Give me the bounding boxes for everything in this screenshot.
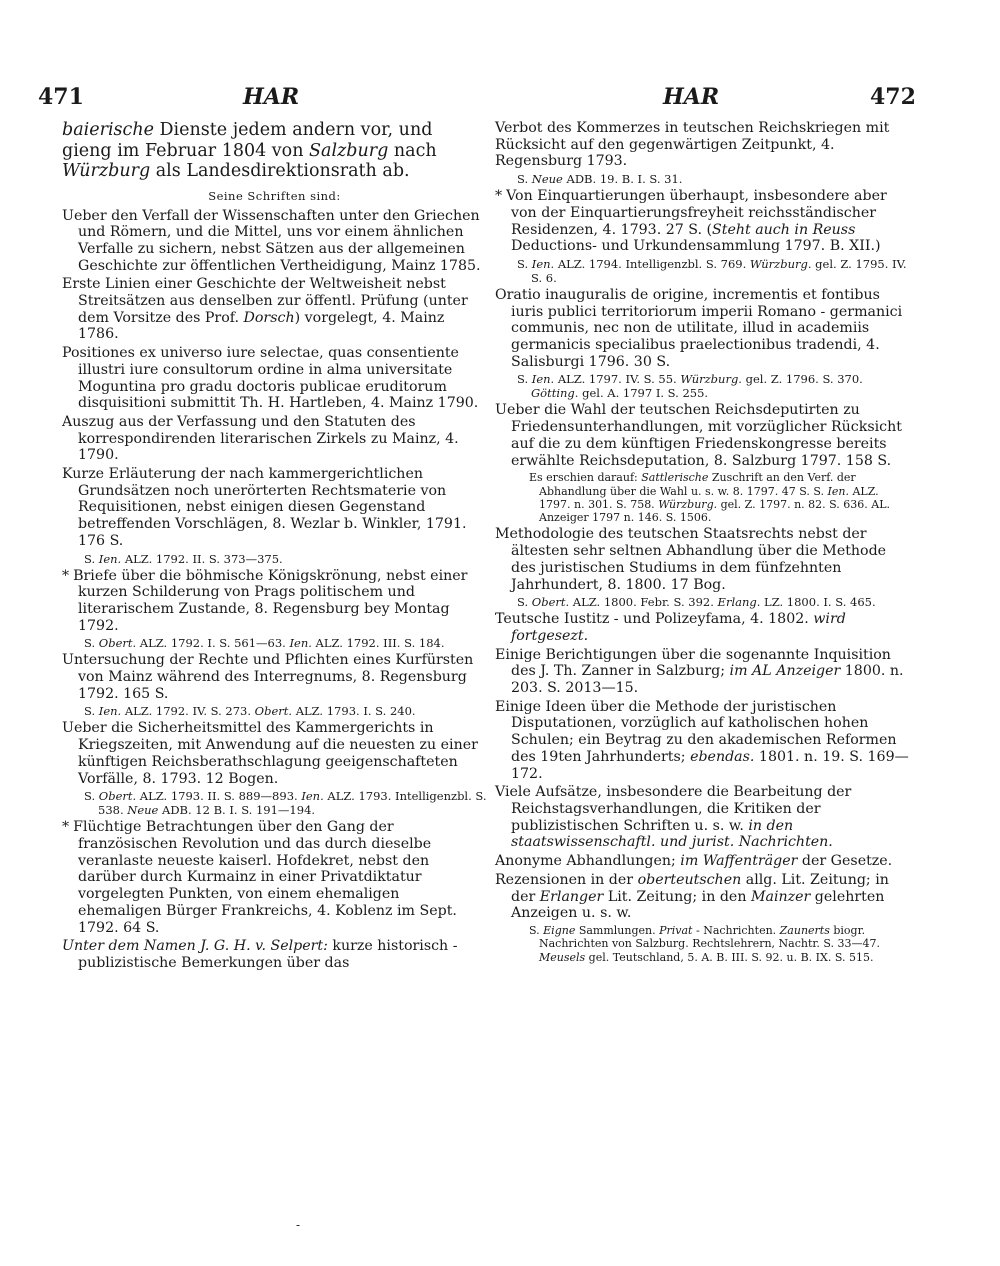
text-run: LZ. 1800. I. S. 465. <box>760 595 876 610</box>
review-note <box>495 924 910 964</box>
text-run: Erlang. <box>717 595 761 610</box>
text-run: ALZ. 1792. III. S. 184. <box>311 636 445 651</box>
bibliography-entry <box>62 345 487 412</box>
text-run: Kurze Erläuterung der nach kammergerichtlichen Grundsätzen noch unerörterten Rechtsmaterie von Requisitionen, nebst einigen diesen Gegenstand betreffenden Vorschlägen, 8. Wezlar b. Winkler, 1791. 176 S. <box>62 466 467 549</box>
text-run: Briefe über die böhmische Königskrönung, nebst einer kurzen Schilderung von Prags politischem und literarischem Zustande, 8. Regensburg bey Montag 1792. <box>73 567 468 634</box>
bibliography-entry <box>495 853 910 870</box>
page-header <box>0 84 1000 114</box>
bibliography-entry <box>62 652 487 702</box>
review-citation <box>495 257 910 285</box>
text-run: Steht auch in Reuss <box>712 221 856 238</box>
text-run: Flüchtige Betrachtungen über den Gang der französischen Revolution und das durch dieselbe veranlaste neueste kaiserl. Hofdekret, nebst den darüber durch Kurmainz in einer Privatdiktatur vorgelegten Punkten, von einem ehemaligen ehemaligen Bürger Frankreichs, 4. Koblenz im Sept. 1792. 64 S. <box>73 819 457 936</box>
text-run: gel. Z. 1795. IV. S. 6. <box>531 256 907 285</box>
text-run: Meusels <box>539 950 586 964</box>
review-citation <box>62 704 487 718</box>
text-run: Ien. <box>531 372 555 387</box>
right-column <box>495 120 910 966</box>
text-run: ebendas. <box>690 748 755 765</box>
text-run: Würzburg. <box>680 372 742 387</box>
text-run: Erste Linien einer Geschichte der Weltweisheit nebst Streitsätzen aus denselben zur öffentl. Prüfung (unter dem Vorsitze des Prof. <box>62 276 468 326</box>
text-run: Ien. <box>289 636 312 651</box>
text-run: Ien. <box>301 789 324 804</box>
footer-mark: - <box>296 1218 301 1232</box>
text-run: Anonyme Abhandlungen; <box>495 853 681 870</box>
bibliography-entry <box>495 402 910 469</box>
review-citation <box>495 172 910 186</box>
bibliography-entry-continued <box>495 120 910 170</box>
bibliography-entry-starred <box>495 188 910 255</box>
text-run: gel. Teutschland, 5. A. B. III. S. 92. u. B. IX. S. 515. <box>585 950 874 964</box>
text-run: als Landesdirektionsrath ab. <box>150 161 410 181</box>
text-run: Viele Aufsätze, insbesondere die Bearbeitung der Reichstagsverhandlungen, die Kritiken der publizistischen Schriften u. s. w. <box>495 784 852 834</box>
review-citation <box>62 789 487 817</box>
text-run: ALZ. 1792. IV. S. 273. <box>121 704 255 719</box>
text-run: Obert. <box>254 704 293 719</box>
text-run: Würzburg <box>62 161 151 181</box>
text-run: ALZ. 1792. I. S. 561—63. <box>136 636 290 651</box>
running-head-left: HAR <box>243 84 300 110</box>
text-run: Deductions- und Urkundensammlung 1797. B. XII.) <box>511 238 881 255</box>
text-run: ALZ. 1793. Intelligenzbl. S. 538. <box>98 789 487 818</box>
bibliography-entry <box>62 466 487 550</box>
text-run: Eigne <box>543 923 576 937</box>
review-citation <box>62 552 487 566</box>
text-run: Ueber die Wahl der teutschen Reichsdeputirten zu Friedensunterhandlungen, mit vorzüglicher Rücksicht auf die zu dem künftigen Friedenskongresse bereits erwählte Reichsdeputation, 8. Salzburg 1797. 158 S. <box>495 402 902 469</box>
text-run: Oratio inauguralis de origine, incrementis et fontibus iuris publici territoriorum imperii Romano - germanici communis, nec non de utilitate, illud in academiis germanicis specialibus praelectionibus tradendi, 4. Salisburgi 1796. 30 S. <box>495 286 903 370</box>
text-run: Positiones ex universo iure selectae, quas consentiente illustri iure consultorum ordine in alma universitate Moguntina pro gradu doctoris publicae eruditorum disquisitioni submittit Th. H. Hartleben, 4. Mainz 1790. <box>62 345 479 412</box>
works-subheading: Seine Schriften sind: <box>208 188 341 203</box>
text-run: ADB. 19. B. I. S. 31. <box>562 172 683 187</box>
right-bibliography-list <box>495 120 910 964</box>
text-run: gel. A. 1797 I. S. 255. <box>578 386 709 401</box>
bibliography-entry <box>62 720 487 787</box>
text-run: Obert. <box>98 636 137 651</box>
bibliography-entry-starred <box>62 568 487 635</box>
text-run: biogr. Nachrichten von Salzburg. Rechtslehrern, Nachtr. S. 33—47. <box>539 923 881 951</box>
text-run: Von Einquartierungen überhaupt, insbesondere aber von der Einquartierungsfreyheit reichsständischer Residenzen, 4. 1793. 27 S. ( <box>506 188 887 238</box>
text-run: Götting. <box>531 386 579 401</box>
bibliography-entry <box>62 208 487 275</box>
text-run: ALZ. 1793. II. S. 889—893. <box>136 789 302 804</box>
bibliography-entry <box>495 872 910 922</box>
text-run: Ueber den Verfall der Wissenschaften unter den Griechen und Römern, und die Mittel, uns vor einem ähnlichen Verfalle zu sichern, nebst Sätzen aus der allgemeinen Geschichte zur öffentlichen Vertheidigung, Mainz 1785. <box>62 207 481 274</box>
bibliography-entry <box>495 647 910 697</box>
text-run: Dienste jedem andern vor, und gieng im Februar 1804 von <box>62 120 433 161</box>
bibliography-entry <box>495 699 910 783</box>
bibliography-entry <box>495 287 910 371</box>
text-run: Dorsch <box>243 309 295 326</box>
text-run: S. <box>84 636 99 651</box>
text-run: S. <box>84 704 99 719</box>
text-run: Untersuchung der Rechte und Pflichten eines Kurfürsten von Mainz während des Interregnums, 8. Regensburg 1792. 165 S. <box>62 652 474 702</box>
text-run: Salzburg <box>309 140 389 161</box>
text-run: nach <box>388 140 437 161</box>
review-citation <box>495 595 910 609</box>
text-run: S. <box>529 923 544 937</box>
text-run: S. <box>517 256 532 271</box>
text-run: Einige Ideen über die Methode der juristischen Disputationen, vorzüglich auf katholischen hohen Schulen; ein Beytrag zu den akademischen Reformen des 19ten Jahrhunderts; <box>495 698 897 765</box>
text-run: kurze historisch - publizistische Bemerkungen über das <box>78 938 458 971</box>
text-run: gel. Z. 1797. n. 82. S. 636. AL. Anzeiger 1797 n. 146. S. 1506. <box>539 497 891 525</box>
text-run: Einige Berichtigungen über die sogenannte Inquisition des J. Th. Zanner in Salzburg; <box>495 646 891 680</box>
text-run: Ien. <box>531 256 555 271</box>
text-run: ALZ. 1797. IV. S. 55. <box>554 372 681 387</box>
text-run: 1801. n. 19. S. 169—172. <box>511 748 909 782</box>
text-run: ) vorgelegt, 4. Mainz 1786. <box>78 309 445 343</box>
text-run: S. <box>84 551 99 566</box>
biography-paragraph <box>62 120 487 182</box>
left-bibliography-list <box>62 208 487 972</box>
text-run: Unter dem Namen J. G. H. v. Selpert: <box>62 938 328 955</box>
text-run: S. <box>517 372 532 387</box>
text-run: Ien. <box>827 484 849 498</box>
text-run: der Gesetze. <box>797 853 893 870</box>
text-run: ALZ. 1797. n. 301. S. 758. <box>539 484 879 511</box>
bibliography-entry <box>495 526 910 593</box>
text-run: Auszug aus der Verfassung und den Statuten des korrespondirenden literarischen Zirkels zu Mainz, 4. 1790. <box>62 413 459 464</box>
text-run: Obert. <box>98 789 137 804</box>
text-run: im Waffenträger <box>680 853 798 870</box>
asterisk-marker: * <box>62 567 70 584</box>
text-run: gelehrten Anzeigen u. s. w. <box>511 888 885 922</box>
page-number-left: 471 <box>38 84 84 110</box>
text-run: Zuschrift an den Verf. der Abhandlung über die Wahl u. s. w. 8. 1797. 47 S. S. <box>539 471 856 498</box>
text-run: Obert. <box>531 595 570 610</box>
text-run: Methodologie des teutschen Staatsrechts nebst der ältesten sehr seltnen Abhandlung über die Methode des juristischen Studiums in dem fünfzehnten Jahrhundert, 8. 1800. 17 Bog. <box>495 526 887 593</box>
bibliography-entry <box>495 784 910 851</box>
text-run: ALZ. 1794. Intelligenzbl. S. 769. <box>554 256 750 271</box>
text-run: wird fortgesezt. <box>511 611 846 644</box>
text-run: Sattlerische <box>641 471 709 485</box>
text-run: - Nachrichten. <box>692 923 780 937</box>
text-run: S. <box>517 595 532 610</box>
left-column <box>62 120 487 974</box>
review-note <box>495 471 910 524</box>
text-run: Ien. <box>98 704 122 719</box>
text-run: Würzburg. <box>658 497 718 511</box>
bibliography-entry <box>495 611 910 644</box>
text-run: baierische <box>62 120 154 140</box>
review-citation <box>495 372 910 400</box>
asterisk-marker: * <box>495 188 503 205</box>
text-run: Verbot des Kommerzes in teutschen Reichskriegen mit Rücksicht auf den gegenwärtigen Zeitpunkt, 4. Regensburg 1793. <box>495 120 890 170</box>
running-head-right: HAR <box>663 84 720 110</box>
text-run: 1800. n. 203. S. 2013—15. <box>511 663 904 697</box>
text-run: ALZ. 1792. II. S. 373—375. <box>121 551 283 566</box>
text-run: Sammlungen. <box>575 923 660 937</box>
text-run: Privat <box>659 923 693 937</box>
text-run: Lit. Zeitung; in den <box>603 888 751 905</box>
text-run: Erlanger <box>539 888 604 905</box>
text-run: gel. Z. 1796. S. 370. <box>741 372 863 387</box>
text-run: Neue <box>531 172 563 187</box>
text-run: ADB. 12 B. I. S. 191—194. <box>158 803 316 818</box>
text-run: Rezensionen in der <box>495 871 638 888</box>
text-run: Neue <box>127 803 159 818</box>
text-run: S. <box>84 789 99 804</box>
text-run: Mainzer <box>750 888 811 905</box>
bibliography-entry <box>62 276 487 343</box>
text-run: im AL Anzeiger <box>729 663 841 680</box>
text-run: Es erschien darauf: <box>529 471 642 485</box>
bibliography-entry <box>62 414 487 464</box>
asterisk-marker: * <box>62 819 70 836</box>
text-run: Würzburg. <box>749 256 812 271</box>
text-run: Ien. <box>98 551 122 566</box>
bibliography-entry-starred <box>62 819 487 936</box>
bibliography-entry <box>62 938 487 971</box>
text-run: allg. Lit. Zeitung; in der <box>511 871 889 905</box>
text-run: in den staatswissenschaftl. und jurist. Nachrichten. <box>511 817 833 851</box>
text-run: oberteutschen <box>637 871 742 888</box>
page-number-right: 472 <box>870 84 916 110</box>
text-run: Teutsche Iustitz - und Polizeyfama, 4. 1802. <box>495 611 814 628</box>
text-run: Zaunerts <box>779 923 830 937</box>
text-run: ALZ. 1800. Febr. S. 392. <box>569 595 718 610</box>
text-run: ALZ. 1793. I. S. 240. <box>292 704 416 719</box>
review-citation <box>62 636 487 650</box>
text-run: S. <box>517 172 532 187</box>
text-run: Ueber die Sicherheitsmittel des Kammergerichts in Kriegszeiten, mit Anwendung auf die neuesten zu einer künftigen Reichsberathschlagung geeigenschafteten Vorfälle, 8. 1793. 12 Bogen. <box>62 720 478 787</box>
